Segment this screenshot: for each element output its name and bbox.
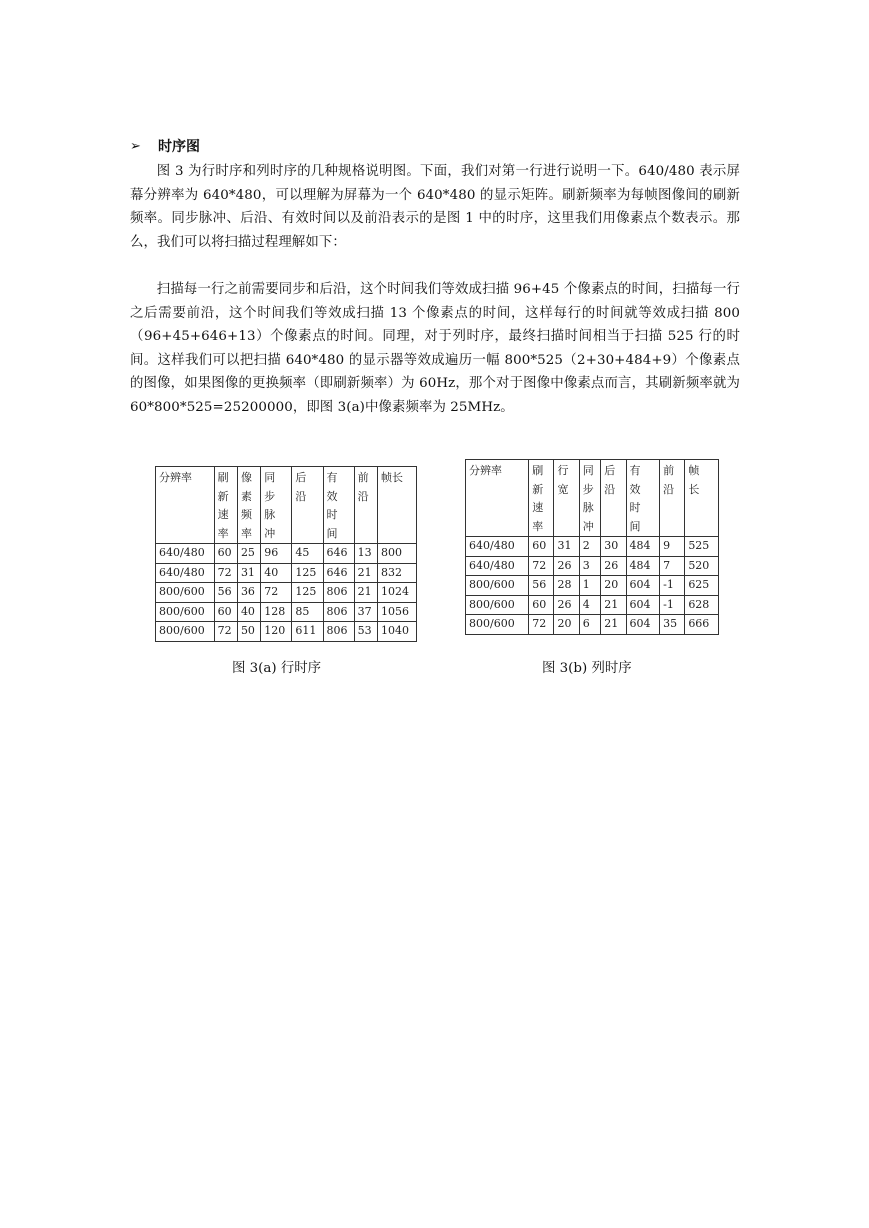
header-char: 长 — [688, 482, 700, 496]
table-cell: 37 — [354, 602, 377, 622]
header-row — [156, 467, 417, 544]
column-header — [261, 467, 292, 544]
header-char: 脉 — [582, 501, 594, 514]
table-cell: 40 — [261, 563, 292, 583]
table-cell: 25 — [237, 544, 260, 564]
table-cell: 646 — [323, 544, 354, 564]
table-row — [156, 622, 417, 642]
table-cell: 45 — [292, 544, 323, 564]
header-char: 行 — [557, 464, 569, 477]
table-cell: 128 — [261, 602, 292, 622]
table-cell: 3 — [579, 556, 601, 576]
section-heading — [130, 136, 200, 156]
column-header — [237, 467, 260, 544]
header-char: 分辨率 — [469, 464, 502, 477]
table-row — [466, 615, 719, 635]
table-cell: 60 — [214, 602, 237, 622]
table-cell: 800/600 — [156, 622, 215, 642]
column-header — [354, 467, 377, 544]
table-cell: 50 — [237, 622, 260, 642]
header-char: 有 — [326, 471, 338, 484]
header-char: 刷 — [532, 464, 544, 477]
table-cell: 1 — [579, 576, 601, 596]
table-cell: 666 — [685, 615, 719, 635]
paragraph-1 — [130, 160, 740, 254]
header-char: 后 — [604, 464, 616, 477]
column-header — [660, 460, 685, 537]
table-cell: 806 — [323, 583, 354, 603]
table-row — [156, 563, 417, 583]
table-cell: 40 — [237, 602, 260, 622]
header-char: 有 — [629, 464, 641, 477]
table-cell: 604 — [626, 576, 660, 596]
column-header — [579, 460, 601, 537]
paragraph-2 — [130, 278, 740, 420]
table-cell: 125 — [292, 583, 323, 603]
header-char: 冲 — [264, 526, 276, 540]
header-char: 步 — [264, 489, 276, 503]
table-cell: 72 — [214, 622, 237, 642]
table-cell: 806 — [323, 602, 354, 622]
header-char: 沿 — [663, 482, 675, 496]
header-char: 前 — [663, 464, 675, 477]
table-cell: 832 — [378, 563, 417, 583]
table-cell: 604 — [626, 615, 660, 635]
table-row — [156, 583, 417, 603]
header-char: 速 — [217, 508, 229, 521]
header-char: 频 — [240, 508, 252, 521]
table-row — [466, 576, 719, 596]
header-char: 效 — [326, 489, 338, 503]
table-cell: 646 — [323, 563, 354, 583]
table-cell: 35 — [660, 615, 685, 635]
header-char: 时 — [629, 501, 641, 514]
header-char: 新 — [532, 482, 544, 496]
header-char: 前 — [357, 471, 369, 484]
paragraph-text: 扫描每一行之前需要同步和后沿，这个时间我们等效成扫描 96+45 个像素点的时间，扫描每一行之后需要前沿，这个时间我们等效成扫描 13 个像素点的时间，这样每行的时间就等效成扫描 800（96+45+646+13）个像素点的时间。同理，对于列时序，最终扫描时间相当于扫描 525 行的时间。这样我们可以把扫描 640*480 的显示器等效成遍历一幅 800*525（2+30+484+9）个像素点的图像，如果图像的更换频率（即刷新频率）为 60Hz，那个对于图像中像素点而言，其刷新频率就为 60*800*525=25200000，即图 3(a)中像素频率为 25MHz。 — [130, 282, 740, 415]
table-cell: 640/480 — [466, 537, 529, 557]
column-header — [685, 460, 719, 537]
column-header — [626, 460, 660, 537]
header-char: 帧 — [688, 464, 700, 477]
column-header — [554, 460, 579, 537]
table-cell: 72 — [261, 583, 292, 603]
table-cell: 31 — [554, 537, 579, 557]
table-cell: 611 — [292, 622, 323, 642]
table-cell: 36 — [237, 583, 260, 603]
column-header — [466, 460, 529, 537]
paragraph-text: 图 3 为行时序和列时序的几种规格说明图。下面，我们对第一行进行说明一下。640/480 表示屏幕分辨率为 640*480，可以理解为屏幕为一个 640*480 的显示矩阵。刷新频率为每帧图像间的刷新频率。同步脉冲、后沿、有效时间以及前沿表示的是图 1 中的时序，这里我们用像素点个数表示。那么，我们可以将扫描过程理解如下： — [130, 164, 740, 250]
table-cell: 72 — [529, 615, 554, 635]
table-cell: 53 — [354, 622, 377, 642]
table-cell: 21 — [601, 595, 626, 615]
column-header — [214, 467, 237, 544]
table-cell: 60 — [529, 595, 554, 615]
header-char: 帧长 — [381, 471, 403, 484]
table-cell: 640/480 — [466, 556, 529, 576]
header-char: 时 — [326, 508, 338, 521]
table-cell: 800/600 — [466, 595, 529, 615]
column-timing-caption: 图 3(b) 列时序 — [542, 661, 632, 676]
table-cell: 72 — [214, 563, 237, 583]
header-row — [466, 460, 719, 537]
header-char: 像 — [240, 471, 252, 484]
table-cell: 484 — [626, 556, 660, 576]
table-row — [466, 595, 719, 615]
table-cell: 1040 — [378, 622, 417, 642]
table-cell: 60 — [529, 537, 554, 557]
table-cell: 525 — [685, 537, 719, 557]
header-char: 间 — [326, 526, 338, 540]
table-cell: 6 — [579, 615, 601, 635]
table-cell: 56 — [529, 576, 554, 596]
table-cell: 120 — [261, 622, 292, 642]
table-cell: 2 — [579, 537, 601, 557]
table-cell: 640/480 — [156, 563, 215, 583]
header-char: 宽 — [557, 482, 569, 496]
table-cell: -1 — [660, 595, 685, 615]
header-char: 率 — [217, 526, 229, 540]
table-row — [156, 544, 417, 564]
column-header — [378, 467, 417, 544]
section-title: 时序图 — [158, 139, 200, 155]
table-cell: 26 — [554, 595, 579, 615]
table-cell: 26 — [601, 556, 626, 576]
header-char: 速 — [532, 501, 544, 514]
table-cell: 28 — [554, 576, 579, 596]
column-timing-table — [465, 459, 719, 635]
table-cell: 21 — [601, 615, 626, 635]
table-cell: 9 — [660, 537, 685, 557]
table-cell: 1056 — [378, 602, 417, 622]
table-cell: 20 — [601, 576, 626, 596]
header-char: 沿 — [604, 482, 616, 496]
table-cell: 96 — [261, 544, 292, 564]
table-cell: 13 — [354, 544, 377, 564]
row-timing-table — [155, 466, 417, 642]
header-char: 素 — [240, 489, 252, 503]
header-char: 脉 — [264, 508, 276, 521]
table-cell: 1024 — [378, 583, 417, 603]
column-header — [323, 467, 354, 544]
header-char: 分辨率 — [159, 471, 192, 484]
table-cell: -1 — [660, 576, 685, 596]
table-cell: 800/600 — [156, 602, 215, 622]
header-char: 沿 — [295, 489, 307, 503]
table-cell: 640/480 — [156, 544, 215, 564]
header-char: 效 — [629, 482, 641, 496]
table-cell: 21 — [354, 583, 377, 603]
table-row — [466, 537, 719, 557]
table-cell: 125 — [292, 563, 323, 583]
table-row — [156, 602, 417, 622]
table-cell: 520 — [685, 556, 719, 576]
table-cell: 20 — [554, 615, 579, 635]
arrow-bullet-icon: ➢ — [130, 138, 141, 154]
table-cell: 72 — [529, 556, 554, 576]
column-header — [601, 460, 626, 537]
header-char: 新 — [217, 489, 229, 503]
column-header — [292, 467, 323, 544]
header-char: 步 — [582, 482, 594, 496]
header-char: 后 — [295, 471, 307, 484]
table-cell: 30 — [601, 537, 626, 557]
header-char: 率 — [240, 526, 252, 540]
header-char: 间 — [629, 519, 641, 533]
table-cell: 26 — [554, 556, 579, 576]
table-cell: 7 — [660, 556, 685, 576]
table-cell: 800 — [378, 544, 417, 564]
table-cell: 4 — [579, 595, 601, 615]
table-cell: 625 — [685, 576, 719, 596]
header-char: 率 — [532, 519, 544, 533]
table-row — [466, 556, 719, 576]
table-cell: 628 — [685, 595, 719, 615]
column-header — [529, 460, 554, 537]
table-cell: 21 — [354, 563, 377, 583]
table-cell: 800/600 — [466, 615, 529, 635]
header-char: 同 — [582, 464, 594, 477]
header-char: 刷 — [217, 471, 229, 484]
column-header — [156, 467, 215, 544]
header-char: 冲 — [582, 519, 594, 533]
table-cell: 484 — [626, 537, 660, 557]
table-cell: 604 — [626, 595, 660, 615]
header-char: 同 — [264, 471, 276, 484]
row-timing-caption: 图 3(a) 行时序 — [232, 661, 322, 676]
header-char: 沿 — [357, 489, 369, 503]
table-cell: 31 — [237, 563, 260, 583]
table-cell: 806 — [323, 622, 354, 642]
table-cell: 800/600 — [156, 583, 215, 603]
table-cell: 60 — [214, 544, 237, 564]
table-cell: 56 — [214, 583, 237, 603]
table-cell: 800/600 — [466, 576, 529, 596]
table-cell: 85 — [292, 602, 323, 622]
